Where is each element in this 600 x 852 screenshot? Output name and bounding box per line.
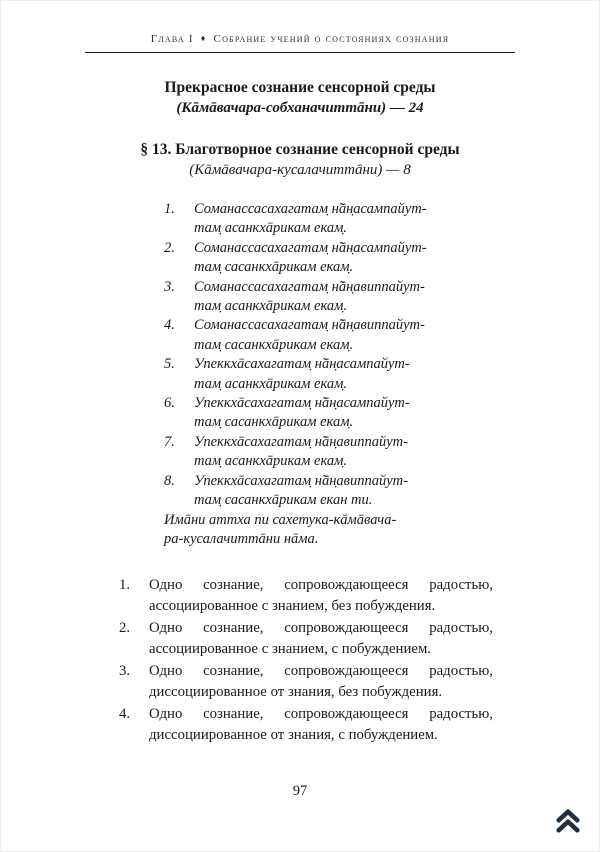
list-item	[164, 239, 449, 278]
pali-text	[194, 316, 449, 355]
pali-text	[194, 355, 449, 394]
list-item	[164, 472, 449, 511]
section-beautiful-consciousness	[1, 77, 599, 119]
list-number: 7.	[164, 433, 175, 450]
list-item	[164, 316, 449, 355]
list-number: 2.	[119, 620, 131, 637]
pali-footer-line1: Имāни аттха пи сахетука-кāмāвача-	[164, 511, 397, 528]
pali-text	[194, 433, 449, 472]
list-number: 3.	[164, 278, 175, 295]
list-number: 1.	[164, 201, 175, 217]
pali-text-line1: Соманассасахагатам̣ н̃āн̣асампайут-	[194, 201, 427, 217]
list-item	[119, 661, 493, 703]
section-subtitle-pali: (Кāмāвачара-собханачиттāни) — 24	[176, 100, 424, 116]
list-item	[164, 200, 449, 239]
pali-text	[194, 278, 449, 317]
page-number: 97	[292, 783, 308, 799]
pali-text-line1: Упеккхāсахагатам̣ н̃āн̣асампайут-	[194, 356, 410, 373]
pali-text	[194, 394, 449, 433]
running-header-title: Собрание учений о состояниях сознания	[213, 33, 450, 45]
list-number: 1.	[119, 577, 131, 594]
pali-text-line1: Соманассасахагатам̣ н̃āн̣авиппайут-	[194, 317, 425, 334]
pali-numbered-list	[164, 200, 449, 511]
pali-text-line2: там̣ асанкхāрикам екам̣.	[194, 453, 348, 470]
list-number: 6.	[164, 395, 175, 412]
section-title: § 13. Благотворное сознание сенсорной среды	[140, 141, 460, 158]
pali-text-line1: Упеккхāсахагатам̣ н̃āн̣авиппайут-	[194, 433, 408, 450]
list-number: 4.	[119, 706, 131, 723]
list-number: 5.	[164, 356, 175, 373]
pali-text-line2: там̣ сасанкхāрикам екам̣.	[194, 414, 354, 431]
pali-text-line2: там̣ сасанкхāрикам екан ти.	[194, 492, 373, 509]
header-rule	[85, 52, 515, 53]
pali-closing-sentence	[164, 511, 464, 550]
list-item	[119, 618, 493, 660]
list-item	[164, 433, 449, 472]
pali-text-line2: там̣ асанкхāрикам екам̣.	[194, 298, 348, 315]
pali-text	[194, 472, 449, 511]
pali-text-line1: Упеккхāсахагатам̣ н̃āн̣асампайут-	[194, 395, 410, 412]
section-13-wholesome-consciousness	[1, 139, 599, 181]
list-number: 3.	[119, 663, 131, 680]
pali-footer-line2: ра-кусалачиттāни нāма.	[164, 530, 319, 547]
translation-text: Одно сознание, сопровождающееся радостью, ассоциированное с знанием, без побуждения.	[149, 577, 493, 615]
pali-text-line2: там̣ асанкхāрикам екам̣.	[194, 375, 348, 392]
pali-text	[194, 200, 449, 239]
russian-translation-list	[119, 575, 493, 746]
section-subtitle-pali: (Кāмāвачара-кусалачиттāни) — 8	[189, 162, 411, 178]
pali-text-line1: Упеккхāсахагатам̣ н̃āн̣авиппайут-	[194, 472, 408, 489]
list-item	[164, 355, 449, 394]
pali-text-line2: там̣ сасанкхāрикам екам̣.	[194, 259, 354, 276]
list-item	[164, 278, 449, 317]
pali-text-line1: Соманассасахагатам̣ н̃āн̣авиппайут-	[194, 278, 425, 295]
pali-text	[194, 239, 449, 278]
list-item	[119, 704, 493, 746]
pali-text-line2: там̣ сасанкхāрикам екам̣.	[194, 336, 354, 353]
section-title: Прекрасное сознание сенсорной среды	[164, 79, 436, 96]
translation-text: Одно сознание, сопровождающееся радостью, диссоциированное от знания, с побуждением.	[149, 706, 493, 744]
list-number: 2.	[164, 239, 175, 256]
scroll-to-top-button[interactable]	[551, 805, 585, 839]
list-item	[164, 394, 449, 433]
pali-text-line1: Соманассасахагатам̣ н̃āн̣асампайут-	[194, 239, 427, 256]
translation-text: Одно сознание, сопровождающееся радостью, диссоциированное от знания, без побуждения.	[149, 663, 493, 701]
chapter-label: Глава I	[150, 33, 194, 45]
running-header	[1, 33, 599, 45]
diamond-separator-icon: ♦	[200, 33, 207, 43]
pali-text-line2: там̣ асанкхāрикам екам̣.	[194, 220, 348, 237]
list-number: 4.	[164, 317, 175, 334]
list-item	[119, 575, 493, 617]
double-chevron-up-icon	[552, 805, 584, 840]
list-number: 8.	[164, 472, 175, 489]
translation-text: Одно сознание, сопровождающееся радостью, ассоциированное с знанием, с побуждением.	[149, 620, 493, 658]
